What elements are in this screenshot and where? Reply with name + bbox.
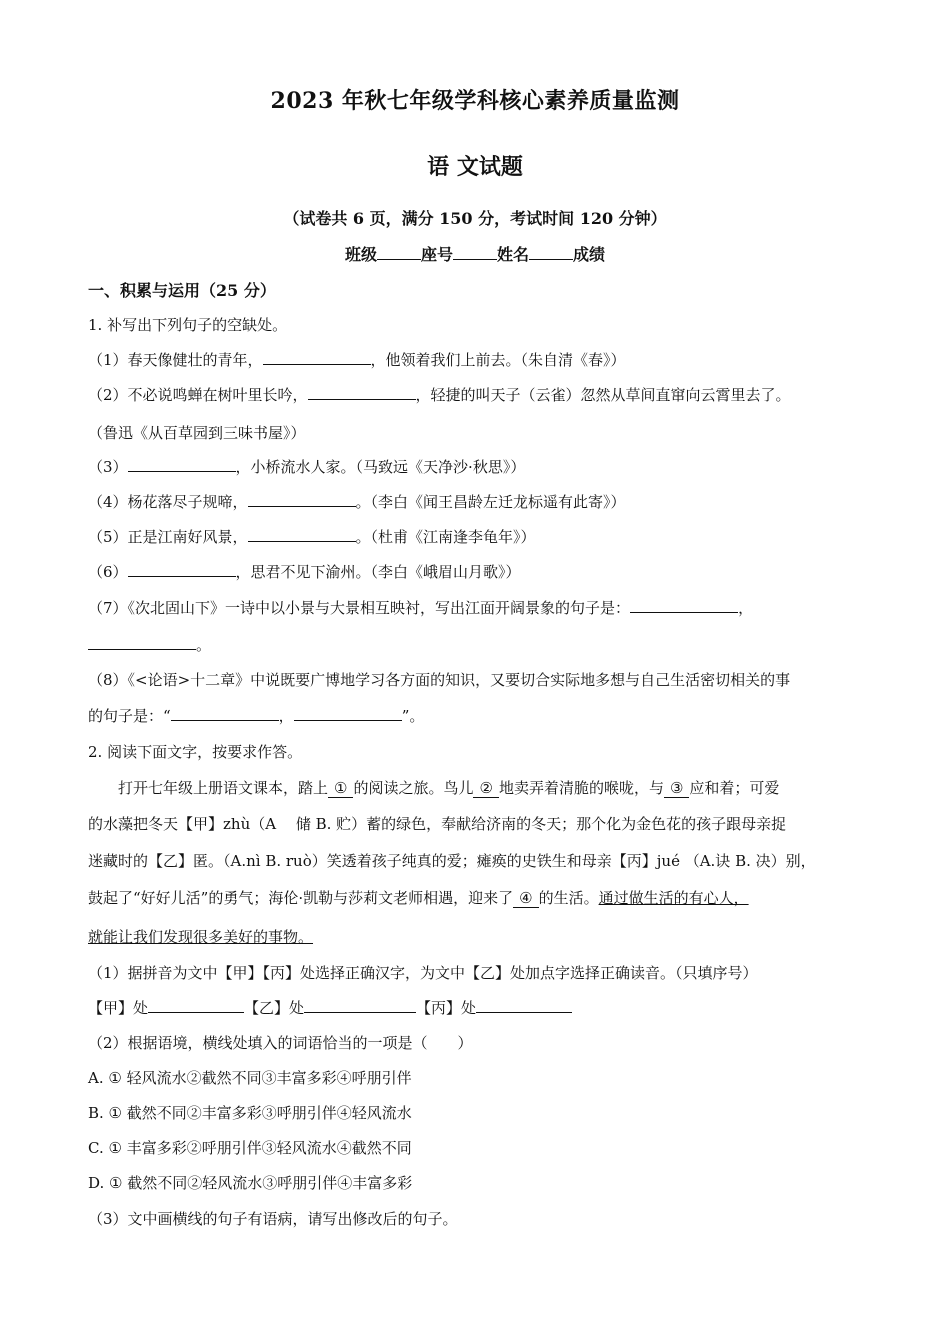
passage-text: 鼓起了“好好儿活”的勇气；海伦·凯勒与莎莉文老师相遇，迎来了 [88, 889, 514, 907]
answer-blank[interactable] [171, 706, 279, 721]
name-label: 姓名 [497, 245, 530, 264]
q1-item-2-source: （鲁迅《从百草园到三味书屋》） [88, 424, 306, 442]
q1-item-5-text: （5）正是江南好风景， [88, 528, 248, 546]
passage-line-5: 就能让我们发现很多美好的事物。 [88, 928, 314, 946]
option-d: D. ① 截然不同②轻风流水③呼朋引伴④丰富多彩 [88, 1174, 413, 1192]
q1-item-5-source: 。（杜甫《江南逢李龟年》） [355, 528, 536, 546]
q2-sub-1-fields [88, 997, 572, 1018]
passage-text: 应和着；可爱 [689, 779, 780, 797]
student-info-row [0, 242, 950, 265]
q1-item-8-comma: ， [278, 707, 294, 725]
q1-item-6 [88, 561, 521, 582]
q1-item-7-text: （7）《次北固山下》一诗中以小景与大景相互映衬，写出江面开阔景象的句子是： [88, 599, 631, 617]
section-heading: 一、积累与运用（25 分） [88, 281, 276, 300]
underlined-sentence: 通过做生活的有心人， [598, 889, 749, 907]
q2-stem: 2. 阅读下面文字，按要求作答。 [88, 743, 303, 761]
q1-item-4-text: （4）杨花落尽子规啼， [88, 493, 248, 511]
field-bing-label: 【丙】处 [416, 999, 477, 1017]
q2-sub-1: （1）据拼音为文中【甲】【丙】处选择正确汉字，为文中【乙】处加点字选择正确读音。（只填序号） [88, 964, 758, 982]
passage-line-2: 的水藻把冬天【甲】zhù（A 储 B. 贮）蓄的绿色，奉献给济南的冬天；那个化为金色花的孩子跟母亲捉 [88, 815, 787, 833]
q2-sub-2: （2）根据语境，横线处填入的词语恰当的一项是（ ） [88, 1034, 473, 1052]
fill-blank-3[interactable]: ③ [664, 779, 689, 798]
q1-item-2-text: （2）不必说鸣蝉在树叶里长吟， [88, 386, 308, 404]
answer-blank[interactable] [128, 457, 236, 472]
field-bing-blank[interactable] [476, 998, 572, 1013]
passage-line-1 [118, 777, 779, 798]
score-label: 成绩 [573, 245, 606, 264]
q1-item-1-source: ，他领着我们上前去。（朱自清《春》） [370, 351, 626, 369]
q1-item-6-num: （6） [88, 563, 128, 581]
class-blank[interactable] [377, 245, 421, 260]
q1-item-1-text: （1）春天像健壮的青年， [88, 351, 263, 369]
q1-item-8-cont [88, 705, 424, 726]
q1-item-3-num: （3） [88, 458, 128, 476]
answer-blank[interactable] [128, 562, 236, 577]
answer-blank[interactable] [308, 385, 416, 400]
q1-item-8-end: ”。 [401, 707, 425, 725]
q1-item-7 [88, 597, 753, 618]
q1-item-1 [88, 349, 626, 370]
q1-item-4 [88, 491, 626, 512]
q1-item-4-source: 。（李白《闻王昌龄左迁龙标遥有此寄》） [355, 493, 626, 511]
passage-text: 打开七年级上册语文课本，踏上 [118, 779, 329, 797]
q1-stem: 1. 补写出下列句子的空缺处。 [88, 316, 288, 334]
seat-label: 座号 [420, 245, 453, 264]
passage-text: 地卖弄着清脆的喉咙，与 [498, 779, 664, 797]
q1-item-6-text: ，思君不见下渝州。（李白《峨眉山月歌》） [235, 563, 521, 581]
answer-blank[interactable] [294, 706, 402, 721]
option-a: A. ① 轻风流水②截然不同③丰富多彩④呼朋引伴 [88, 1069, 412, 1087]
seat-blank[interactable] [453, 245, 497, 260]
answer-blank[interactable] [630, 598, 738, 613]
passage-text: 的生活。 [538, 889, 599, 907]
field-yi-blank[interactable] [304, 998, 416, 1013]
q1-item-2-text-b: ，轻捷的叫天子（云雀）忽然从草间直窜向云霄里去了。 [415, 386, 791, 404]
field-yi-label: 【乙】处 [244, 999, 305, 1017]
fill-blank-2[interactable]: ② [473, 779, 498, 798]
q1-item-3 [88, 456, 525, 477]
answer-blank[interactable] [248, 527, 356, 542]
option-b: B. ① 截然不同②丰富多彩③呼朋引伴④轻风流水 [88, 1104, 412, 1122]
answer-blank[interactable] [248, 492, 356, 507]
exam-note: （试卷共 6 页，满分 150 分，考试时间 120 分钟） [283, 209, 667, 228]
subject-title: 语 文试题 [427, 154, 523, 180]
q1-item-8-text: 的句子是：“ [88, 707, 171, 725]
option-c: C. ① 丰富多彩②呼朋引伴③轻风流水④截然不同 [88, 1139, 412, 1157]
passage-line-3: 迷藏时的【乙】匿。（A.nì B. ruò）笑透着孩子纯真的爱；瘫痪的史铁生和母亲【丙】jué （A.诀 B. 决）别， [88, 852, 816, 870]
passage-text: 的阅读之旅。鸟儿 [353, 779, 474, 797]
answer-blank[interactable] [88, 635, 196, 650]
q1-item-7-cont [88, 634, 211, 655]
q1-item-7-comma: ， [738, 599, 754, 617]
q1-item-7-end: 。 [196, 636, 212, 654]
q1-item-8: （8）《<论语>十二章》中说既要广博地学习各方面的知识，又要切合实际地多想与自己生活密切相关的事 [88, 671, 791, 689]
fill-blank-4[interactable]: ④ [513, 889, 538, 908]
fill-blank-1[interactable]: ① [328, 779, 353, 798]
q1-item-2 [88, 384, 791, 405]
passage-line-4 [88, 887, 749, 908]
field-jia-blank[interactable] [148, 998, 244, 1013]
class-label: 班级 [344, 245, 377, 264]
q1-item-3-text: ，小桥流水人家。（马致远《天净沙·秋思》） [235, 458, 526, 476]
answer-blank[interactable] [263, 350, 371, 365]
name-blank[interactable] [529, 245, 573, 260]
exam-title: 2023 年秋七年级学科核心素养质量监测 [270, 88, 680, 114]
q2-sub-3: （3）文中画横线的句子有语病，请写出修改后的句子。 [88, 1210, 458, 1228]
q1-item-5 [88, 526, 536, 547]
field-jia-label: 【甲】处 [88, 999, 149, 1017]
